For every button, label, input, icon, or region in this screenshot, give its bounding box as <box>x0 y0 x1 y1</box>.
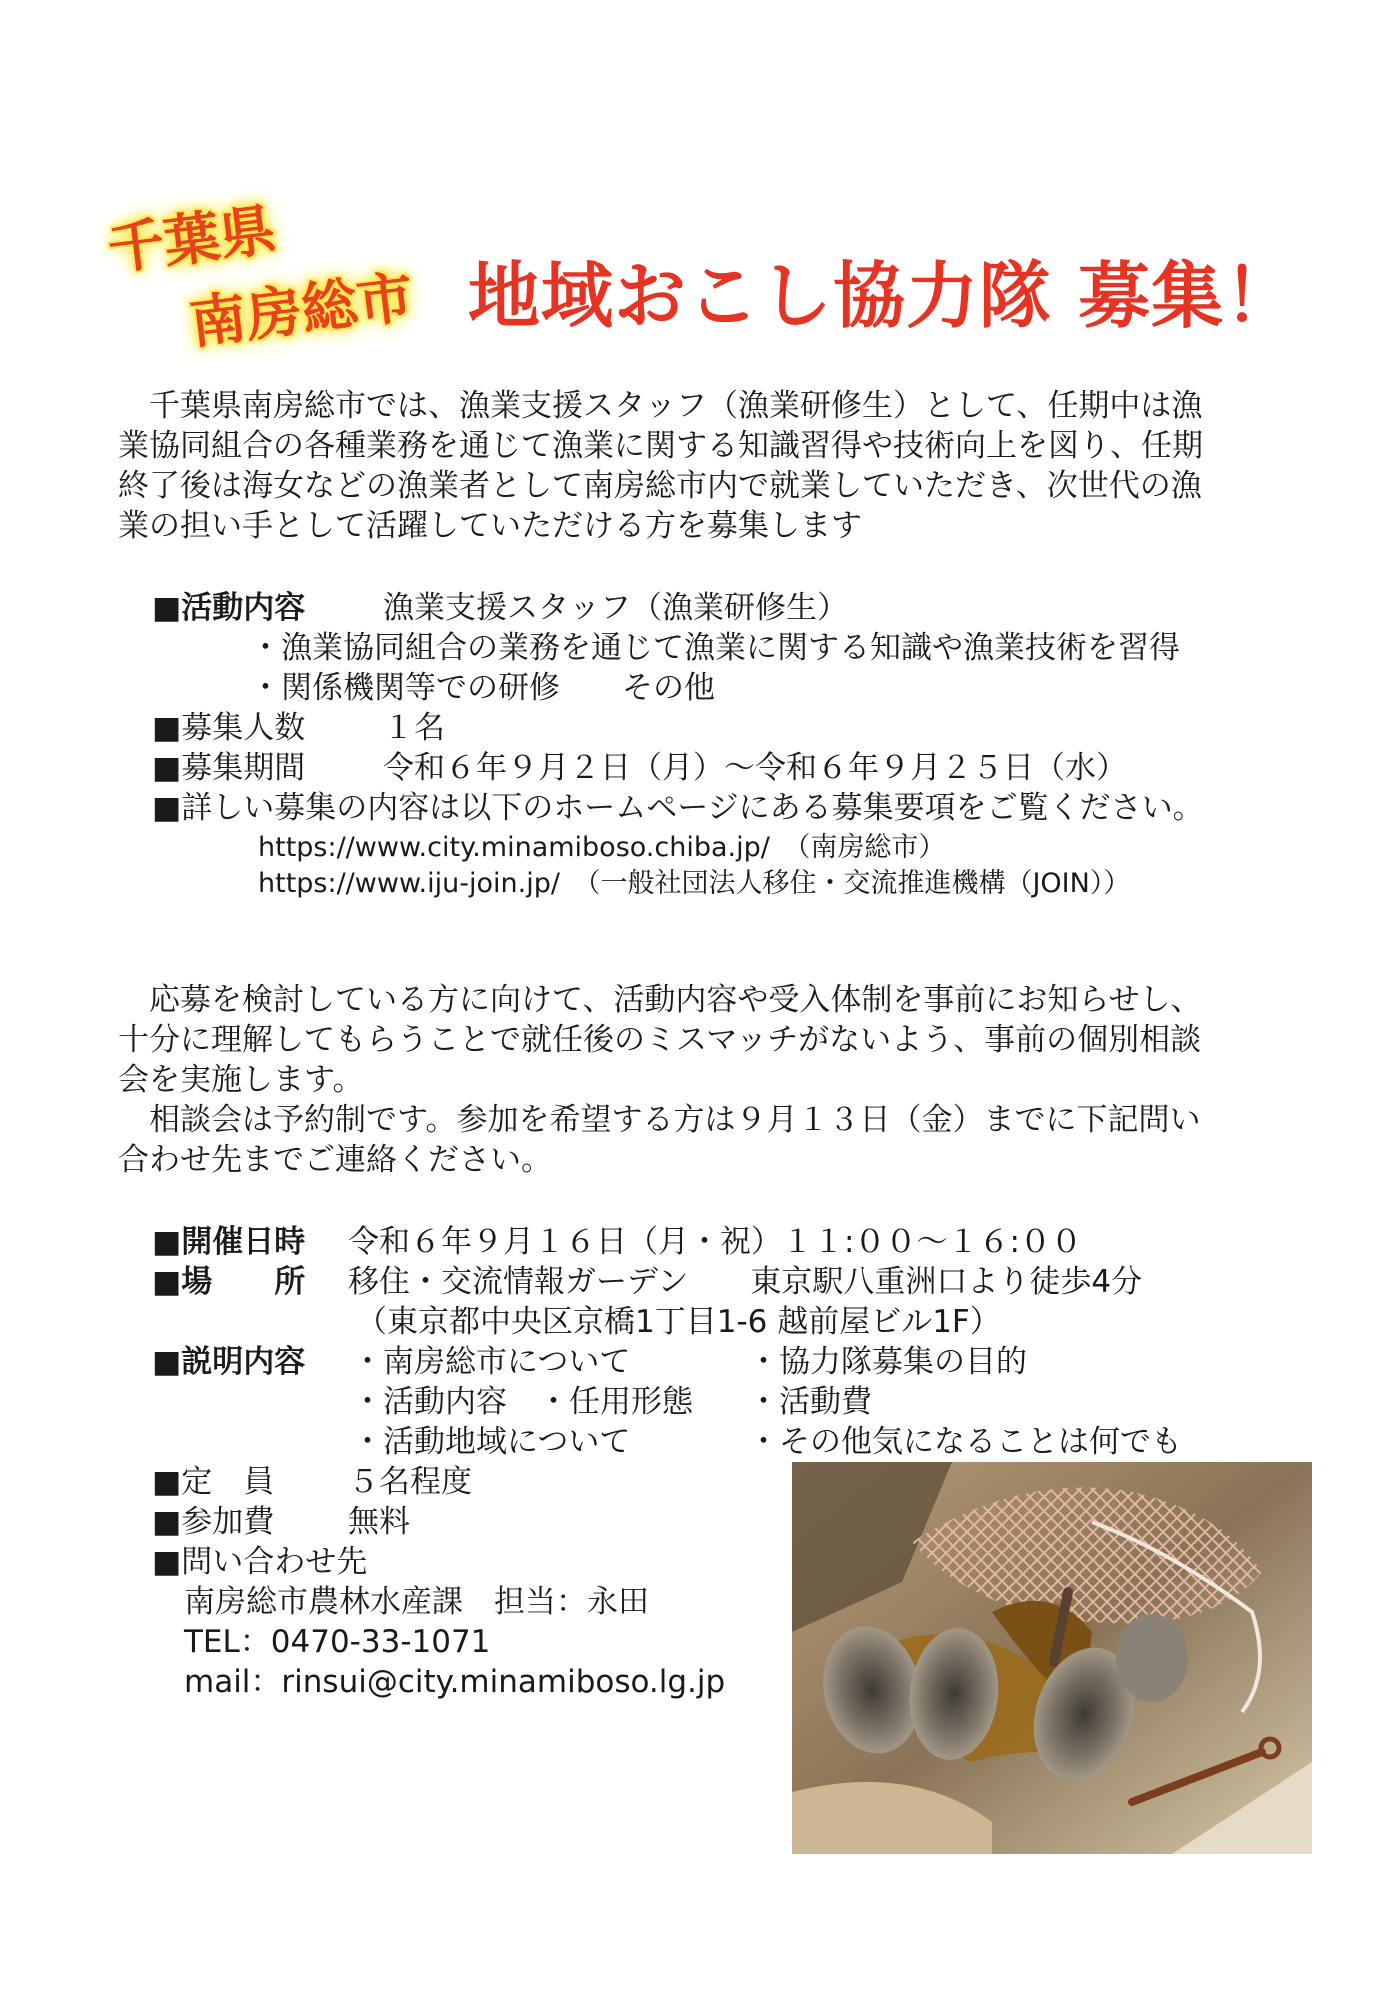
period-value: 令和６年９月２日（月）～令和６年９月２５日（水） <box>383 750 1127 786</box>
content-item: ・活動内容 ・任用形態 <box>352 1384 693 1420</box>
badge-city: 南房総市 <box>186 264 417 357</box>
url-join[interactable]: https://www.iju-join.jp/ （一般社団法人移住・交流推進機構（JOIN）） <box>258 868 1131 899</box>
details-note: ■詳しい募集の内容は以下のホームページにある募集要項をご覧ください。 <box>152 790 1204 826</box>
consult-line: 合わせ先までご連絡ください。 <box>118 1142 552 1178</box>
intro-line: 業協同組合の各種業務を通じて漁業に関する知識習得や技術向上を図り、任期 <box>118 428 1203 464</box>
fee-label: ■参加費 <box>152 1504 275 1540</box>
intro-line: 千葉県南房総市では、漁業支援スタッフ（漁業研修生）として、任期中は漁 <box>118 388 1203 424</box>
content-item: ・活動費 <box>748 1384 872 1420</box>
content-item: ・その他気になることは何でも <box>748 1424 1182 1460</box>
abalone-photo <box>792 1462 1312 1854</box>
activity-item: ・漁業協同組合の業務を通じて漁業に関する知識や漁業技術を習得 <box>250 630 1180 666</box>
activity-item: ・関係機関等での研修 その他 <box>250 670 715 706</box>
event-place-value: 移住・交流情報ガーデン 東京駅八重洲口より徒歩4分 <box>348 1264 1143 1300</box>
page-title: 地域おこし協力隊 募集！ <box>468 254 1298 338</box>
count-value: １名 <box>383 710 445 746</box>
consult-line: 相談会は予約制です。参加を希望する方は９月１３日（金）までに下記問い <box>118 1102 1201 1138</box>
content-item: ・協力隊募集の目的 <box>748 1344 1027 1380</box>
city-badge <box>104 197 448 370</box>
count-label: ■募集人数 <box>152 710 306 746</box>
capacity-value: ５名程度 <box>348 1464 472 1500</box>
badge-prefecture: 千葉県 <box>104 197 280 283</box>
url-city[interactable]: https://www.city.minamiboso.chiba.jp/ （南房総市） <box>258 832 946 863</box>
intro-line: 業の担い手として活躍していただける方を募集します <box>118 508 862 544</box>
event-content-label: ■説明内容 <box>152 1344 306 1380</box>
capacity-label: ■定 員 <box>152 1464 275 1500</box>
contact-label: ■問い合わせ先 <box>152 1544 368 1580</box>
contact-mail[interactable]: mail：rinsui@city.minamiboso.lg.jp <box>184 1664 726 1700</box>
event-place-label: ■場 所 <box>152 1264 306 1300</box>
contact-tel: TEL：0470-33-1071 <box>184 1624 491 1660</box>
activity-label: ■活動内容 <box>152 590 306 626</box>
consult-line: 会を実施します。 <box>118 1062 364 1098</box>
content-item: ・南房総市について <box>352 1344 631 1380</box>
fee-value: 無料 <box>348 1504 410 1540</box>
contact-dept: 南房総市農林水産課 担当：永田 <box>184 1584 649 1620</box>
intro-line: 終了後は海女などの漁業者として南房総市内で就業していただき、次世代の漁 <box>118 468 1202 504</box>
content-item: ・活動地域について <box>352 1424 631 1460</box>
activity-value: 漁業支援スタッフ（漁業研修生） <box>383 590 848 626</box>
event-date-label: ■開催日時 <box>152 1224 306 1260</box>
intro-paragraph <box>118 386 1288 546</box>
event-date-value: 令和６年９月１６日（月・祝）１１:００～１６:００ <box>348 1224 1082 1260</box>
event-place-address: （東京都中央区京橋1丁目1-6 越前屋ビル1F） <box>356 1304 1001 1340</box>
consult-line: 応募を検討している方に向けて、活動内容や受入体制を事前にお知らせし、 <box>118 982 1202 1018</box>
consult-line: 十分に理解してもらうことで就任後のミスマッチがないよう、事前の個別相談 <box>118 1022 1202 1058</box>
consult-paragraph <box>118 980 1288 1180</box>
period-label: ■募集期間 <box>152 750 306 786</box>
